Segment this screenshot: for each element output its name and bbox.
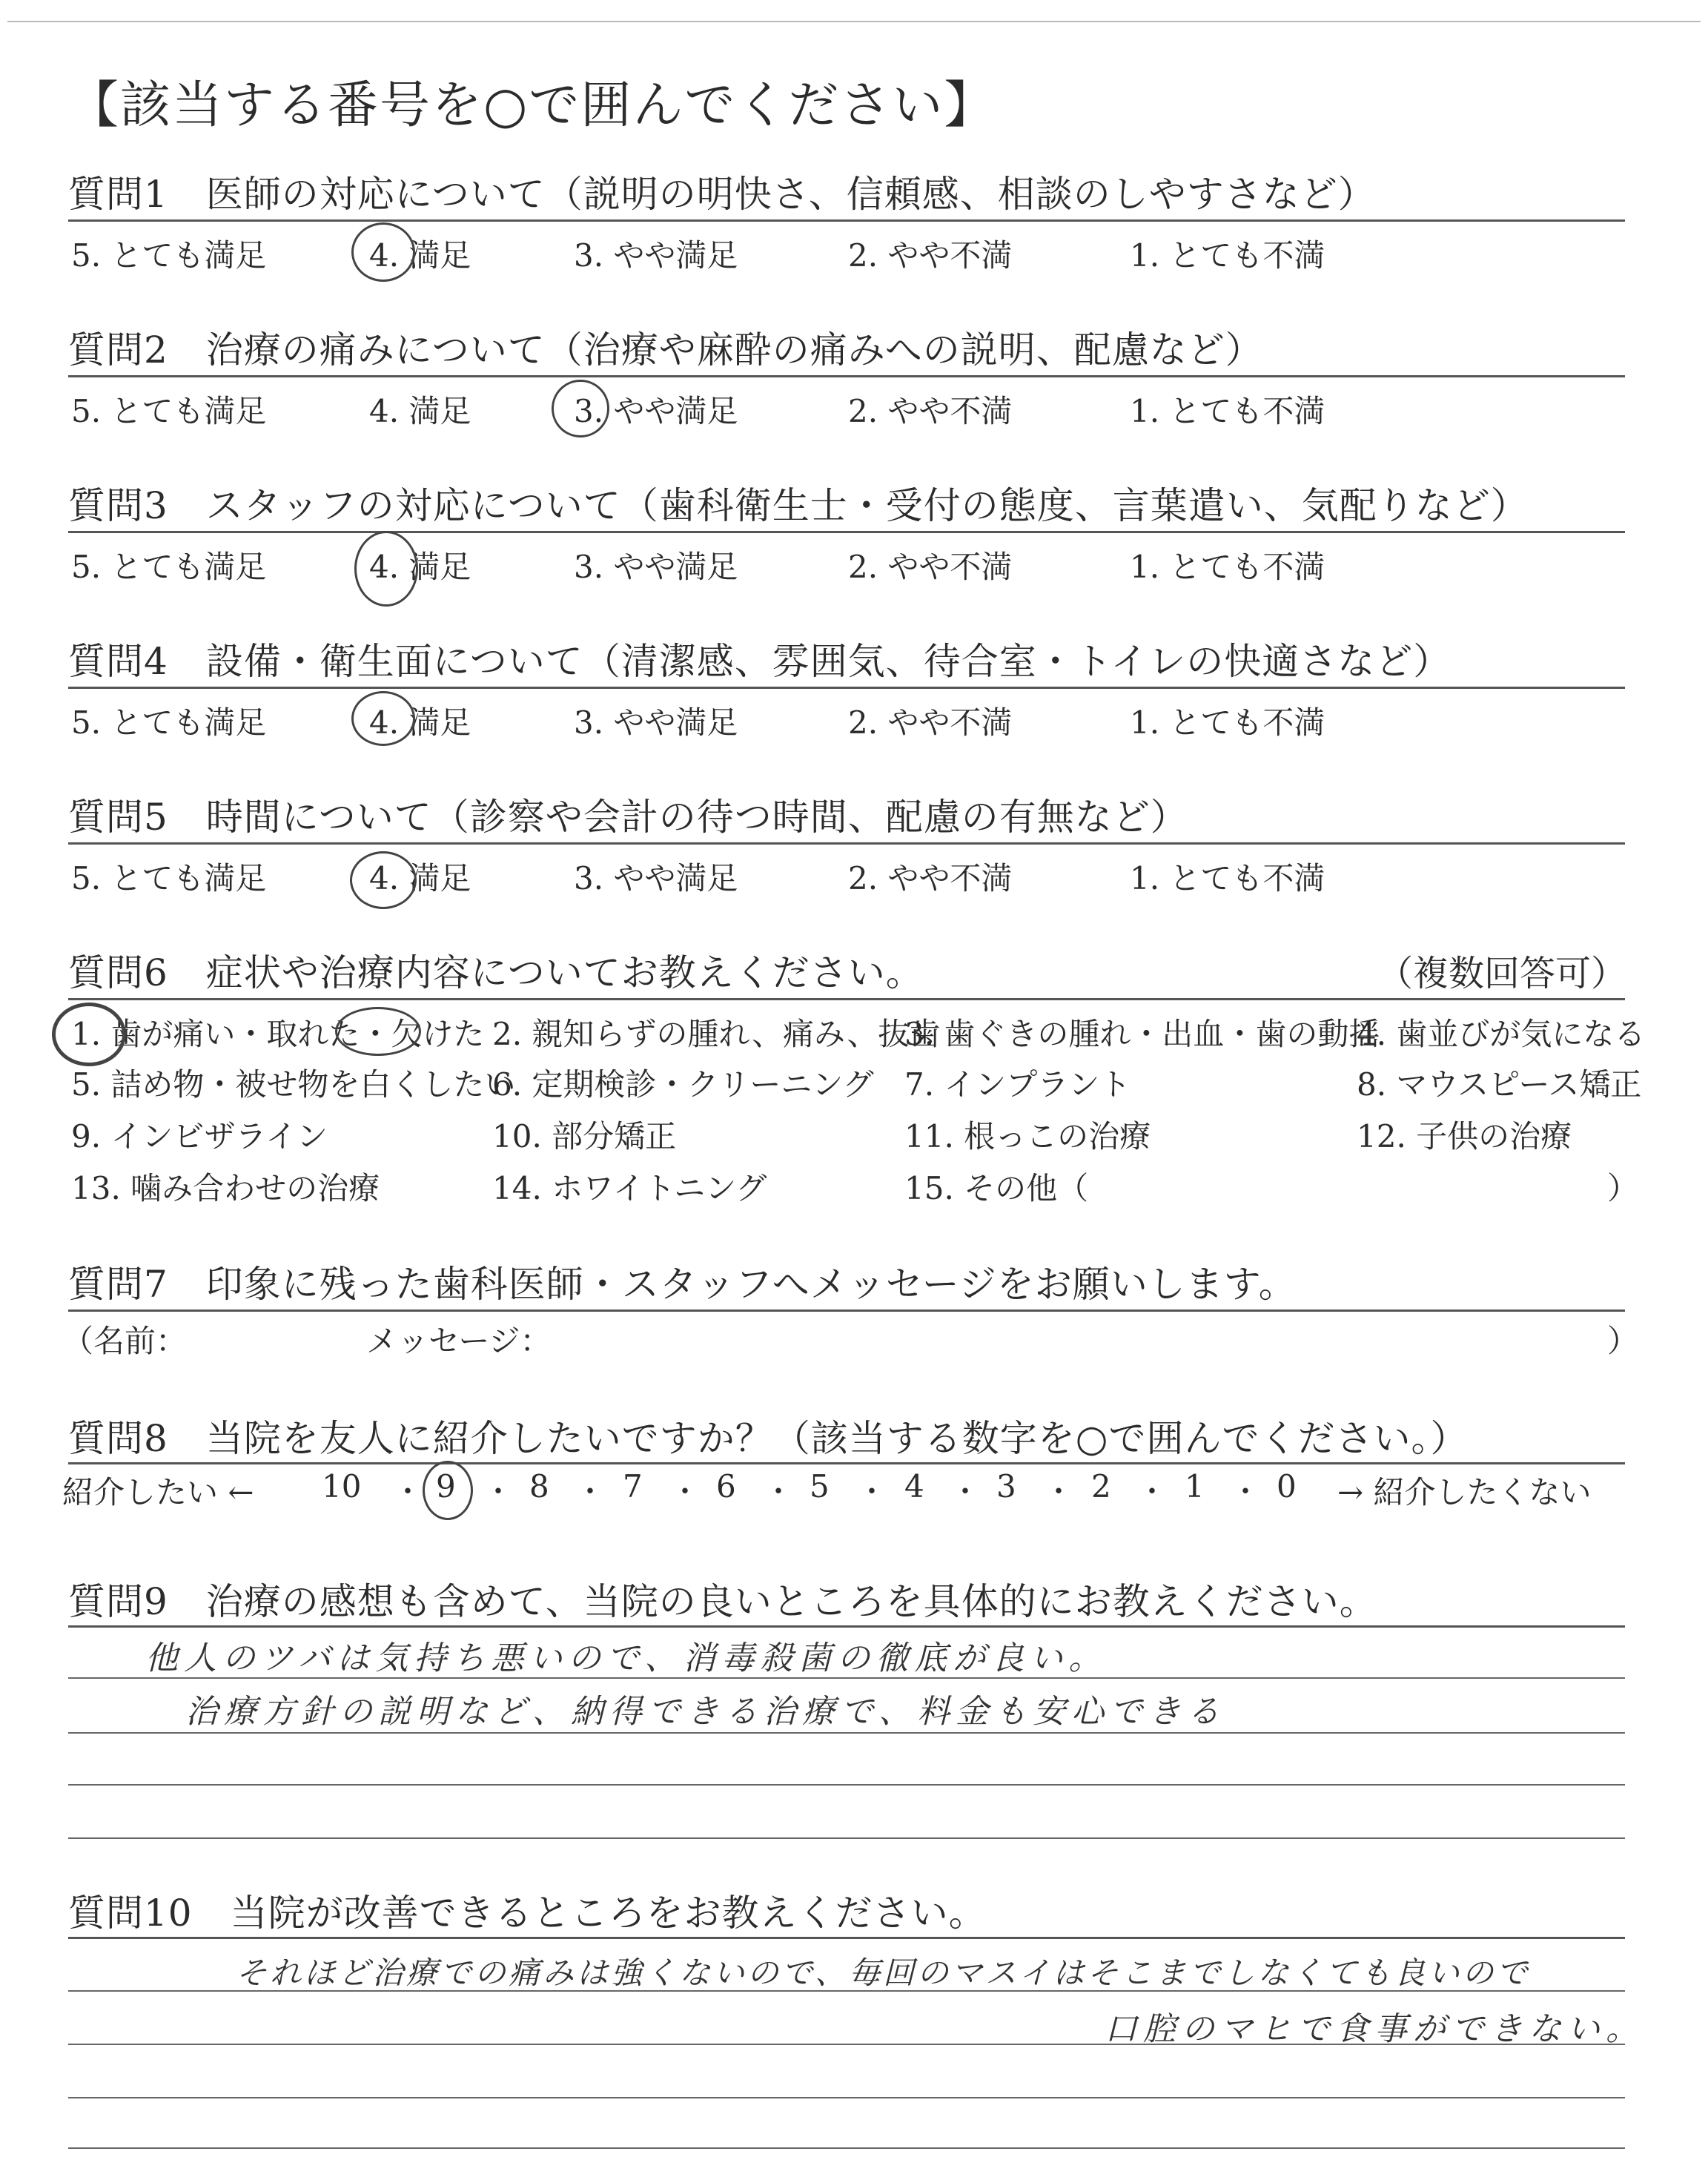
- answer-line: [68, 1732, 1625, 1734]
- handwritten-answer-line-1: それほど治療での痛みは強くないので、毎回のマスイはそこまでしなくても良いので: [236, 1955, 1531, 1991]
- symptom-option-3[interactable]: 3. 歯ぐきの腫れ・出血・歯の動揺: [904, 1016, 1380, 1052]
- question-rule: [68, 219, 1625, 222]
- rating-option-5[interactable]: 5. とても満足: [71, 704, 267, 741]
- symptom-option-2[interactable]: 2. 親知らずの腫れ、痛み、抜歯: [492, 1016, 941, 1052]
- question-rule: [68, 998, 1625, 1000]
- question-rule: [68, 375, 1625, 377]
- question-title: 質問5 時間について（診察や会計の待つ時間、配慮の有無など）: [68, 796, 1188, 839]
- scale-option-7[interactable]: 7: [623, 1468, 643, 1505]
- scale-separator: ・: [393, 1475, 423, 1509]
- rating-option-1[interactable]: 1. とても不満: [1130, 237, 1325, 274]
- page-top-edge: [7, 21, 1701, 22]
- selection-circle: [351, 222, 415, 282]
- message-label: メッセージ：: [366, 1323, 552, 1359]
- rating-option-5[interactable]: 5. とても満足: [71, 393, 267, 429]
- symptom-option-6[interactable]: 6. 定期検診・クリーニング: [492, 1066, 874, 1103]
- not-recommend-label: → 紹介したくない: [1337, 1474, 1592, 1510]
- rating-option-3[interactable]: 3. やや満足: [574, 860, 738, 896]
- rating-option-5[interactable]: 5. とても満足: [71, 860, 267, 896]
- scale-option-9[interactable]: 9: [436, 1468, 456, 1505]
- answer-line: [68, 2097, 1625, 2098]
- rating-option-5[interactable]: 5. とても満足: [71, 237, 267, 274]
- rating-option-5[interactable]: 5. とても満足: [71, 549, 267, 585]
- scale-separator: ・: [575, 1475, 605, 1509]
- scale-separator: ・: [670, 1475, 700, 1509]
- question-rule: [68, 687, 1625, 689]
- scale-option-2[interactable]: 2: [1091, 1468, 1111, 1505]
- symptom-option-4[interactable]: 4. 歯並びが気になる: [1357, 1016, 1646, 1052]
- name-label: （名前：: [62, 1323, 188, 1359]
- symptom-option-7[interactable]: 7. インプラント: [904, 1066, 1131, 1103]
- rating-option-3[interactable]: 3. やや満足: [574, 704, 738, 741]
- handwritten-answer-line-2: 口腔のマヒで食事ができない。: [1105, 2010, 1644, 2048]
- rating-option-4[interactable]: 4. 満足: [369, 860, 471, 896]
- scale-option-8[interactable]: 8: [529, 1468, 549, 1505]
- rating-option-2[interactable]: 2. やや不満: [848, 549, 1013, 585]
- scale-separator: ・: [857, 1475, 887, 1509]
- rating-option-2[interactable]: 2. やや不満: [848, 704, 1013, 741]
- rating-option-2[interactable]: 2. やや不満: [848, 860, 1013, 896]
- question-rule: [68, 531, 1625, 533]
- symptom-option-13[interactable]: 13. 噛み合わせの治療: [71, 1170, 380, 1206]
- selection-circle: [552, 380, 609, 437]
- question-title: 質問3 スタッフの対応について（歯科衛生士・受付の態度、言葉遣い、気配りなど）: [68, 484, 1529, 527]
- rating-option-3[interactable]: 3. やや満足: [574, 549, 738, 585]
- recommend-label: 紹介したい ←: [62, 1474, 254, 1510]
- selection-circle: [52, 1003, 126, 1066]
- rating-option-1[interactable]: 1. とても不満: [1130, 860, 1325, 896]
- message-close-paren: ）: [1607, 1323, 1639, 1359]
- selection-circle: [350, 851, 417, 909]
- answer-line: [68, 2147, 1625, 2149]
- symptom-option-12[interactable]: 12. 子供の治療: [1357, 1118, 1572, 1155]
- answer-line: [68, 1784, 1625, 1786]
- scale-option-0[interactable]: 0: [1277, 1468, 1297, 1505]
- question-title: 質問7 印象に残った歯科医師・スタッフへメッセージをお願いします。: [68, 1263, 1297, 1306]
- other-close-paren: ）: [1607, 1170, 1639, 1206]
- selection-circle: [335, 1007, 421, 1056]
- scale-separator: ・: [1044, 1475, 1073, 1509]
- symptom-option-8[interactable]: 8. マウスピース矯正: [1357, 1066, 1642, 1103]
- question-title: 質問9 治療の感想も含めて、当院の良いところを具体的にお教えください。: [68, 1580, 1377, 1623]
- scale-option-4[interactable]: 4: [904, 1468, 924, 1505]
- selection-circle: [351, 691, 415, 746]
- scale-separator: ・: [764, 1475, 793, 1509]
- rating-option-3[interactable]: 3. やや満足: [574, 393, 738, 429]
- scale-option-10[interactable]: 10: [322, 1468, 362, 1505]
- scale-separator: ・: [950, 1475, 980, 1509]
- scale-option-3[interactable]: 3: [996, 1468, 1016, 1505]
- question-title: 質問4 設備・衛生面について（清潔感、雰囲気、待合室・トイレの快適さなど）: [68, 640, 1452, 683]
- scale-separator: ・: [483, 1475, 513, 1509]
- scale-separator: ・: [1231, 1475, 1260, 1509]
- handwritten-answer-line-1: 他人のツバは気持ち悪いので、消毒殺菌の徹底が良い。: [145, 1639, 1108, 1677]
- rating-option-2[interactable]: 2. やや不満: [848, 393, 1013, 429]
- scale-separator: ・: [1137, 1475, 1167, 1509]
- symptom-option-11[interactable]: 11. 根っこの治療: [904, 1118, 1151, 1155]
- multiple-answer-note: （複数回答可）: [1377, 953, 1626, 994]
- symptom-option-15[interactable]: 15. その他（: [904, 1170, 1089, 1206]
- question-rule: [68, 1625, 1625, 1628]
- selection-circle: [354, 531, 418, 607]
- scale-option-6[interactable]: 6: [716, 1468, 736, 1505]
- question-rule: [68, 1462, 1625, 1464]
- rating-option-4[interactable]: 4. 満足: [369, 704, 471, 741]
- question-rule: [68, 1937, 1625, 1939]
- question-title: 質問6 症状や治療内容についてお教えください。: [68, 951, 924, 994]
- question-rule: [68, 842, 1625, 845]
- rating-option-4[interactable]: 4. 満足: [369, 393, 471, 429]
- question-title: 質問2 治療の痛みについて（治療や麻酔の痛みへの説明、配慮など）: [68, 328, 1263, 371]
- symptom-option-9[interactable]: 9. インビザライン: [71, 1118, 328, 1155]
- symptom-option-5[interactable]: 5. 詰め物・被せ物を白くしたい: [71, 1066, 516, 1103]
- form-header: 【該当する番号を○で囲んでください】: [68, 76, 996, 135]
- question-title: 質問1 医師の対応について（説明の明快さ、信頼感、相談のしやすさなど）: [68, 173, 1376, 216]
- symptom-option-1[interactable]: 1. 歯が痛い・取れた・欠けた: [71, 1016, 485, 1052]
- rating-option-4[interactable]: 4. 満足: [369, 549, 471, 585]
- symptom-option-14[interactable]: 14. ホワイトニング: [492, 1170, 767, 1206]
- answer-line: [68, 1837, 1625, 1839]
- scale-option-5[interactable]: 5: [810, 1468, 830, 1505]
- rating-option-1[interactable]: 1. とても不満: [1130, 704, 1325, 741]
- handwritten-answer-line-2: 治療方針の説明など、納得できる治療で、料金も安心できる: [185, 1693, 1226, 1731]
- rating-option-3[interactable]: 3. やや満足: [574, 237, 738, 274]
- rating-option-4[interactable]: 4. 満足: [369, 237, 471, 274]
- scale-option-1[interactable]: 1: [1185, 1468, 1205, 1505]
- question-rule: [68, 1309, 1625, 1312]
- question-title: 質問10 当院が改善できるところをお教えください。: [68, 1892, 987, 1935]
- symptom-option-10[interactable]: 10. 部分矯正: [492, 1118, 677, 1155]
- selection-circle: [423, 1461, 473, 1520]
- rating-option-2[interactable]: 2. やや不満: [848, 237, 1013, 274]
- question-title: 質問8 当院を友人に紹介したいですか？（該当する数字を○で囲んでください。）: [68, 1417, 1469, 1460]
- rating-option-1[interactable]: 1. とても不満: [1130, 549, 1325, 585]
- rating-option-1[interactable]: 1. とても不満: [1130, 393, 1325, 429]
